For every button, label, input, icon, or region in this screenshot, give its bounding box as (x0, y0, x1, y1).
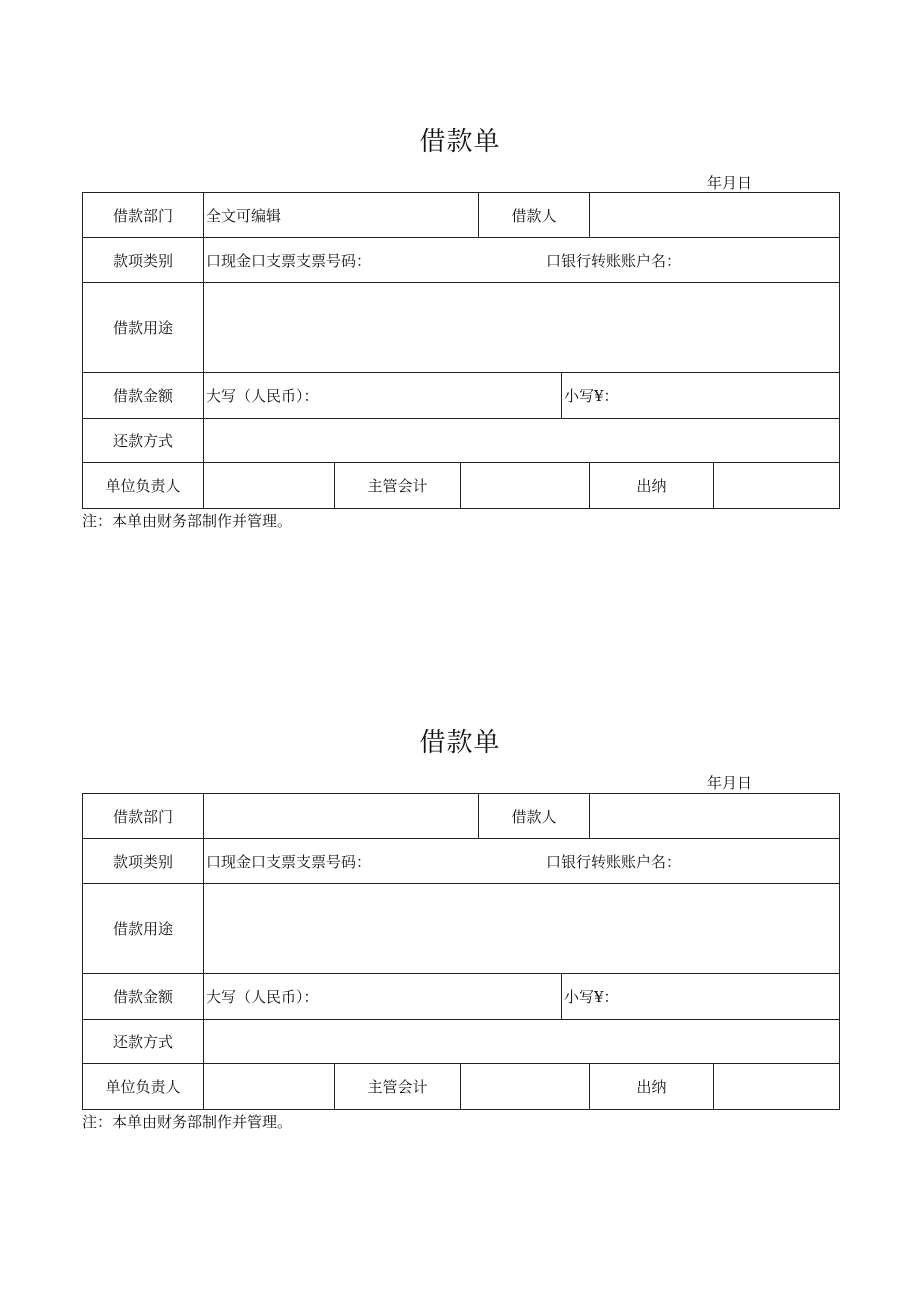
dept-field[interactable]: 全文可编辑 (204, 193, 479, 238)
head-label: 单位负责人 (83, 463, 204, 509)
cashier-signature-field[interactable] (714, 1064, 840, 1110)
cashier-signature-field[interactable] (714, 463, 840, 509)
cashier-label: 出纳 (590, 1064, 714, 1110)
amount-upper-field[interactable]: 大写（人民币）： (204, 974, 562, 1020)
accountant-signature-field[interactable] (461, 1064, 590, 1110)
repay-label: 还款方式 (83, 1020, 204, 1064)
form-title: 借款单 (419, 728, 501, 758)
form-date: 年月日 (706, 174, 752, 192)
purpose-field[interactable] (204, 283, 840, 373)
dept-label: 借款部门 (83, 794, 204, 839)
head-label: 单位负责人 (83, 1064, 204, 1110)
borrower-label: 借款人 (479, 193, 590, 238)
type-bank-transfer-option[interactable]: 口银行转账账户名： (546, 251, 682, 270)
purpose-field[interactable] (204, 884, 840, 974)
accountant-label: 主管会计 (335, 1064, 461, 1110)
amount-lower-field[interactable]: 小写¥： (562, 373, 840, 419)
type-field[interactable] (204, 839, 840, 884)
repay-field[interactable] (204, 419, 840, 463)
dept-label: 借款部门 (83, 193, 204, 238)
repay-label: 还款方式 (83, 419, 204, 463)
head-signature-field[interactable] (204, 1064, 335, 1110)
form-date: 年月日 (706, 774, 752, 792)
dept-field[interactable] (204, 794, 479, 839)
loan-table (82, 793, 840, 1110)
type-label: 款项类别 (83, 839, 204, 884)
loan-table (82, 192, 840, 509)
amount-label: 借款金额 (83, 974, 204, 1020)
type-field[interactable] (204, 238, 840, 283)
type-bank-transfer-option[interactable]: 口银行转账账户名： (546, 852, 682, 871)
borrower-field[interactable] (590, 193, 840, 238)
accountant-signature-field[interactable] (461, 463, 590, 509)
borrower-field[interactable] (590, 794, 840, 839)
type-cash-check-option[interactable]: 口现金口支票支票号码： (206, 251, 372, 270)
form-note: 注：本单由财务部制作并管理。 (82, 1113, 293, 1131)
amount-lower-field[interactable]: 小写¥： (562, 974, 840, 1020)
form-note: 注：本单由财务部制作并管理。 (82, 512, 293, 530)
type-label: 款项类别 (83, 238, 204, 283)
repay-field[interactable] (204, 1020, 840, 1064)
amount-label: 借款金额 (83, 373, 204, 419)
form-title: 借款单 (419, 127, 501, 157)
head-signature-field[interactable] (204, 463, 335, 509)
type-cash-check-option[interactable]: 口现金口支票支票号码： (206, 852, 372, 871)
purpose-label: 借款用途 (83, 884, 204, 974)
accountant-label: 主管会计 (335, 463, 461, 509)
purpose-label: 借款用途 (83, 283, 204, 373)
cashier-label: 出纳 (590, 463, 714, 509)
amount-upper-field[interactable]: 大写（人民币）： (204, 373, 562, 419)
borrower-label: 借款人 (479, 794, 590, 839)
